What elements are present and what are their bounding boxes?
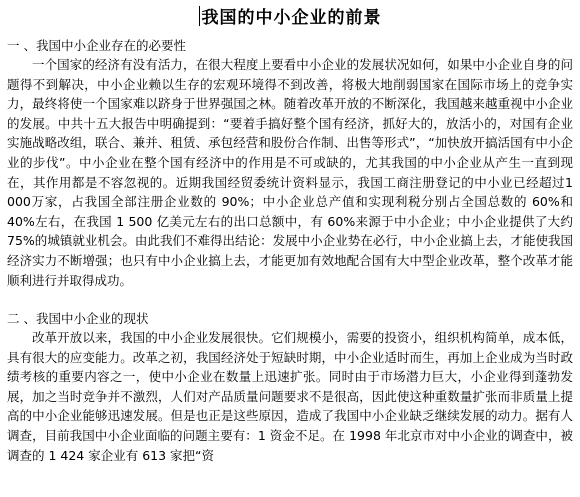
section-heading-2: 二 、我国中小企业的现状 <box>7 311 149 326</box>
section-paragraph-1: 一个国家的经济有没有活力，在很大程度上要看中小企业的发展状况如何，如果中小企业自身的问题得不到解决，中小企业赖以生存的宏观环境得不到改善，将极大地削弱国家在国际市场上的竞争实力，最终将使一个国家难以跻身于世界强国之林。随着改革开放的不断深化，我国越来越重视中小企业的发展。中共十五大报告中明确提到：“要着手搞好整个国有经济，抓好大的，放活小的，对国有企业实施战略改组，联合、兼并、租赁、承包经营和股份合作制、出售等形式”，“加快放开搞活国有中小企业的步伐”。中小企业在整个国有经济中的作用是不可或缺的，尤其我国的中小企业从产生一直到现在，其作用都是不容忽视的。近期我国经贸委统计资料显示，我国工商注册登记的中小业已经超过1 000万家，占我国全部注册企业数的 90%；中小企业总产值和实现利税分别占全国总数的 60%和 40%左右，在我国 1 500 亿美元左右的出口总额中，有 60%来源于中小企业；中小企业提供了大约 75%的城镇就业机会。由此我们不难得出结论：发展中小企业势在必行，中小企业搞上去，才能使我国经济实力不断增强；也只有中小企业搞上去，才能更加有效地配合国有大中型企业改革，整个改革才能顺利进行并取得成功。 <box>7 57 573 288</box>
title-bar <box>0 6 580 29</box>
section-paragraph-2: 改革开放以来，我国的中小企业发展很快。它们规模小，需要的投资小，组织机构简单，成本低，具有很大的应变能力。改革之初，我国经济处于短缺时期，中小企业适时而生，再加上企业成为当时政绩考核的重要内容之一，使中小企业在数量上迅速扩张。同时由于市场潜力巨大，小企业得到蓬勃发展，加之当时竞争并不激烈，人们对产品质量问题要求不是很高，因此使这种重数量扩张而非质量上提高的中小企业能够迅速发展。但是也正是这些原因，造成了我国中小企业缺乏继续发展的动力。据有人调查，目前我国中小企业面临的问题主要有：1 资金不足。在 1998 年北京市对中小企业的调查中，被调查的 1 424 家企业有 613 家把“资 <box>7 330 573 463</box>
section-heading-1: 一 、我国中小企业存在的必要性 <box>7 38 186 53</box>
document-body <box>7 36 573 488</box>
text-cursor <box>199 6 200 26</box>
document-title: 我国的中小企业的前景 <box>201 8 382 28</box>
